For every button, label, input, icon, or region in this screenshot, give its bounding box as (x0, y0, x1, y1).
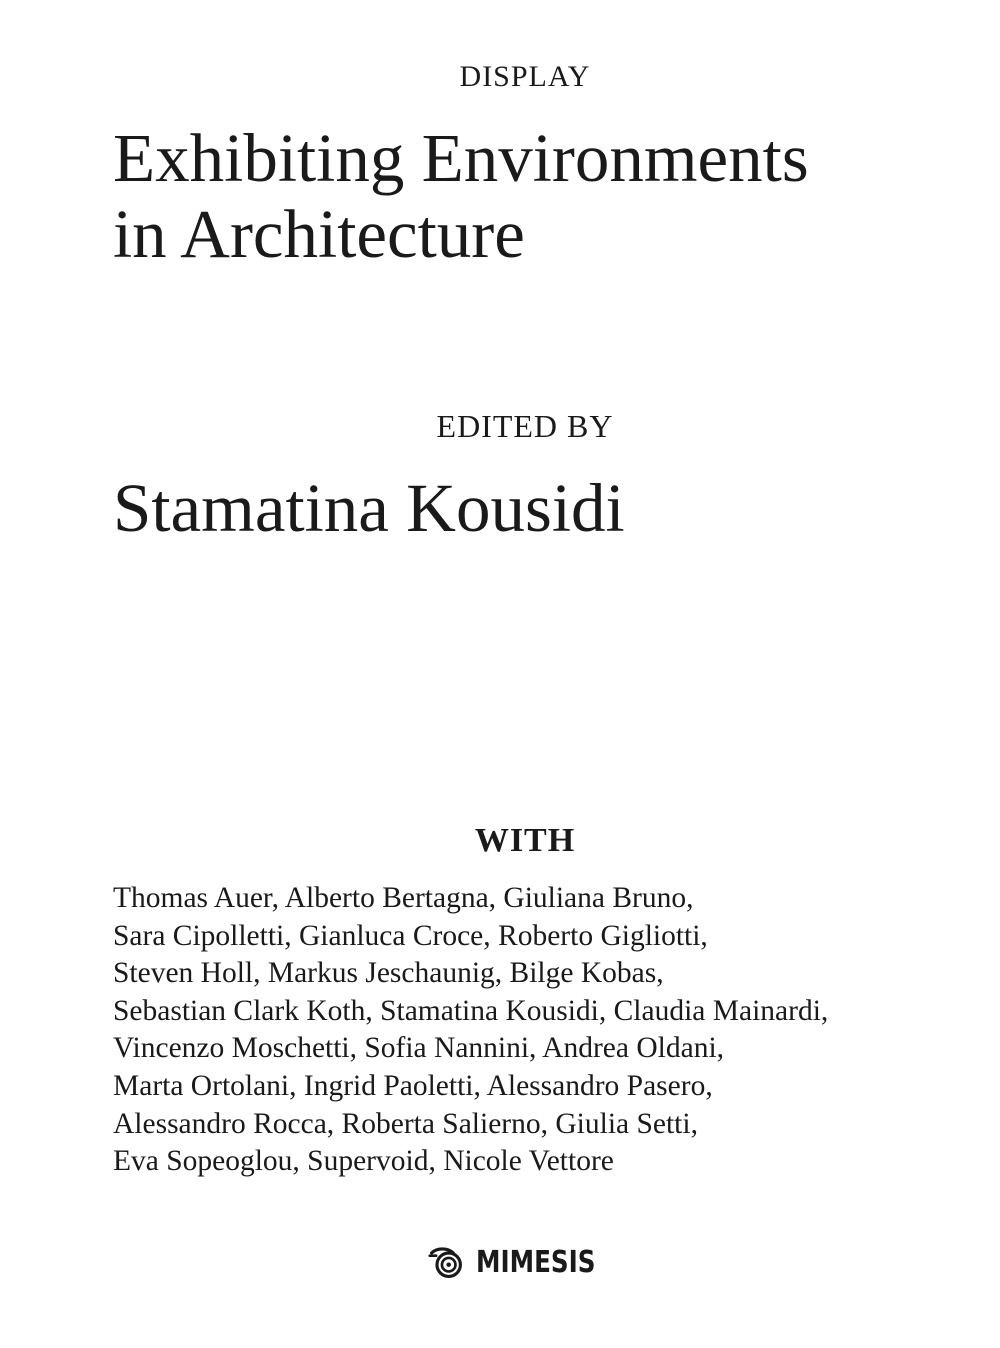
editor-name: Stamatina Kousidi (113, 470, 625, 546)
contributors-line: Thomas Auer, Alberto Bertagna, Giuliana Bruno, (113, 882, 694, 914)
contributors-line: Eva Sopeoglou, Supervoid, Nicole Vettore (113, 1145, 614, 1178)
series-label: DISPLAY (459, 60, 591, 93)
contributors-line: Steven Holl, Markus Jeschaunig, Bilge Kobas, (113, 957, 664, 990)
snail-logo-icon (428, 1244, 464, 1280)
contributors-line: Alessandro Rocca, Roberta Salierno, Giulia Setti, (113, 1107, 698, 1140)
contributors-list (113, 880, 973, 1181)
title-line: in Architecture (113, 196, 525, 272)
publisher-mark (0, 1244, 1000, 1280)
book-title (113, 120, 973, 272)
contributors-line: Sebastian Clark Koth, Stamatina Kousidi, Claudia Mainardi, (113, 994, 829, 1027)
contributors-line: Sara Cipolletti, Gianluca Croce, Roberto Gigliotti, (113, 919, 708, 952)
with-label: WITH (474, 822, 576, 859)
contributors-line: Marta Ortolani, Ingrid Paoletti, Alessandro Pasero, (113, 1069, 713, 1102)
title-line: Exhibiting Environments (113, 120, 809, 196)
publisher-name: MIMESIS (476, 1244, 596, 1280)
edited-by-label: EDITED BY (436, 408, 614, 444)
contributors-line: Vincenzo Moschetti, Sofia Nannini, Andrea Oldani, (113, 1032, 725, 1065)
